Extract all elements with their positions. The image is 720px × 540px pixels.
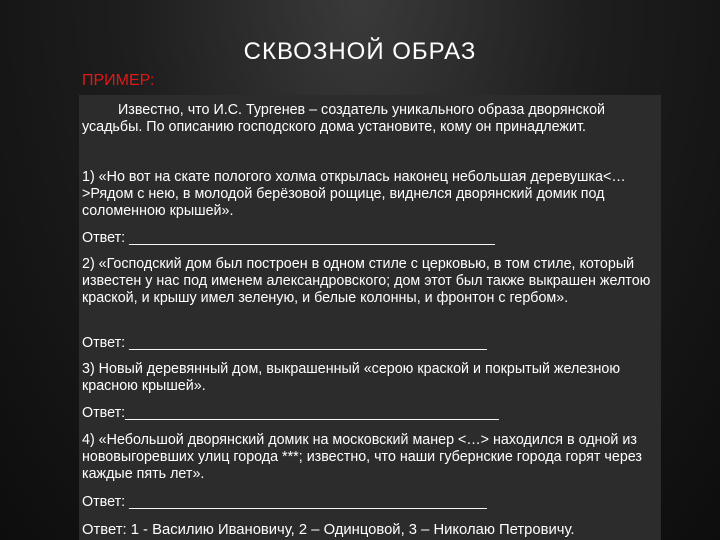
slide-title: СКВОЗНОЙ ОБРАЗ [243, 38, 477, 65]
question-1-text: 1) «Но вот на скате пологого холма открылась наконец небольшая деревушка<…>Рядом с нею, в молодой берёзовой рощице, виднелся дворянский домик под соломенною крышей». [82, 169, 626, 219]
final-answer: Ответ: 1 - Василию Ивановичу, 2 – Одинцовой, 3 – Николаю Петровичу. [82, 522, 575, 538]
answer-line-2: Ответ: _____________________________________________ [82, 335, 487, 351]
question-3-text: 3) Новый деревянный дом, выкрашенный «серою краской и покрытый железною красною крышей». [82, 361, 621, 394]
answer-line-1: Ответ: ______________________________________________ [82, 230, 495, 246]
question-2-text: 2) «Господский дом был построен в одном стиле с церковью, в том стиле, который известен у нас под именем александровского; дом этот был также выкрашен желтою краской, и крышу имел зеленую, и белые колонны, и фронтон с гербом». [82, 256, 651, 306]
question-4-text: 4) «Небольшой дворянский домик на московский манер <…> находился в одной из нововыгоревших улиц города ***; известно, что наши губернские города горят через каждые пять лет». [82, 432, 642, 482]
answer-line-4: Ответ: _____________________________________________ [82, 494, 487, 510]
intro-text: Известно, что И.С. Тургенев – создатель уникального образа дворянской усадьбы. По описанию господского дома установите, кому он принадлежит. [82, 102, 606, 135]
answer-line-3: Ответ:_______________________________________________ [82, 405, 499, 421]
example-label: ПРИМЕР: [82, 72, 155, 89]
